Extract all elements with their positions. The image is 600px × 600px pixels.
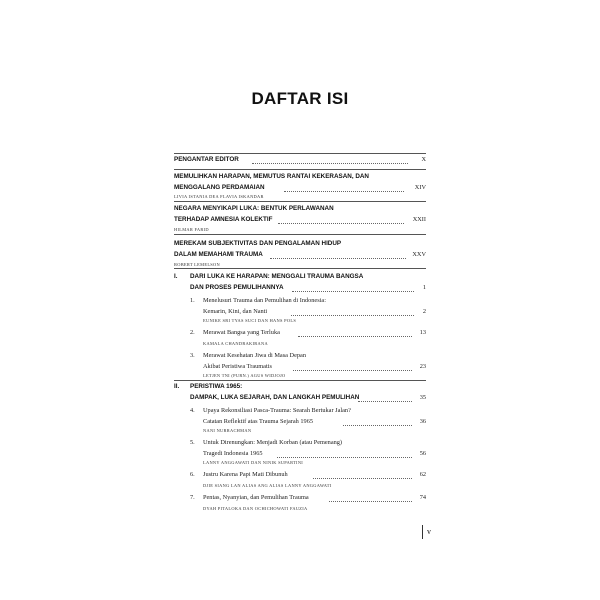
- toc-entry-title: DARI LUKA KE HARAPAN: MENGGALI TRAUMA BANGSA: [190, 273, 364, 280]
- toc-entry-memulihkan-harapan[interactable]: [174, 173, 426, 195]
- toc-entry-title: DALAM MEMAHAMI TRAUMA: [174, 251, 263, 258]
- toc-entry-title: NEGARA MENYIKAPI LUKA: BENTUK PERLAWANAN: [174, 205, 334, 212]
- page-number: 35: [419, 394, 426, 401]
- toc-part-2[interactable]: [190, 383, 426, 405]
- leader-dots: [278, 223, 404, 224]
- author-name: DYAH PITALOKA DAN OCHICHOWATI FAUZIA: [203, 506, 308, 511]
- toc-entry-title: TERHADAP AMNESIA KOLEKTIF: [174, 216, 273, 223]
- toc-chapter-2[interactable]: [203, 329, 426, 340]
- chapter-number: 6.: [190, 471, 195, 478]
- leader-dots: [291, 315, 414, 316]
- leader-dots: [270, 258, 406, 259]
- leader-dots: [284, 191, 404, 192]
- toc-entry-title: PERISTIWA 1965:: [190, 383, 243, 390]
- toc-entry-title: Justru Karena Papi Mati Dibunuh: [203, 471, 288, 478]
- page-number: 23: [419, 363, 426, 370]
- author-name: ROBERT LEMELSON: [174, 262, 220, 267]
- leader-dots: [293, 370, 412, 371]
- page-number: 2: [422, 308, 426, 315]
- chapter-number: 2.: [190, 329, 195, 336]
- page-number: X: [421, 156, 426, 163]
- toc-entry-title: Merawat Kesehatan Jiwa di Masa Depan: [203, 352, 306, 359]
- toc-entry-title: Merawat Bangsa yang Terluka: [203, 329, 280, 336]
- part-numeral: I.: [174, 273, 178, 280]
- divider: [174, 234, 426, 235]
- leader-dots: [313, 478, 412, 479]
- page-number: XXV: [412, 251, 426, 258]
- toc-chapter-6[interactable]: [203, 471, 426, 482]
- chapter-number: 4.: [190, 407, 195, 414]
- toc-entry-title: MEMULIHKAN HARAPAN, MEMUTUS RANTAI KEKERASAN, DAN: [174, 173, 369, 180]
- toc-entry-title: DAN PROSES PEMULIHANNYA: [190, 284, 284, 291]
- page-title: DAFTAR ISI: [251, 89, 349, 108]
- divider: [174, 153, 426, 154]
- author-name: HILMAR FARID: [174, 227, 209, 232]
- page-number-folio: v: [427, 527, 431, 536]
- toc-entry-merekam-subjektivitas[interactable]: [174, 240, 426, 262]
- toc-entry-title: Upaya Rekonsiliasi Pasca-Trauma: Searah Bertukar Jalan?: [203, 407, 351, 414]
- page-number: XXII: [412, 216, 426, 223]
- author-name: KAMALA CHANDRAKIRANA: [203, 341, 268, 346]
- part-numeral: II.: [174, 383, 180, 390]
- leader-dots: [329, 501, 412, 502]
- toc-entry-title: DAMPAK, LUKA SEJARAH, DAN LANGKAH PEMULIHAN: [190, 394, 360, 401]
- leader-dots: [358, 401, 412, 402]
- chapter-number: 7.: [190, 494, 195, 501]
- toc-chapter-4[interactable]: [203, 407, 426, 429]
- divider: [174, 380, 426, 381]
- page-number: XIV: [414, 184, 426, 191]
- toc-entry-title: Pentas, Nyanyian, dan Pemulihan Trauma: [203, 494, 309, 501]
- leader-dots: [292, 291, 414, 292]
- toc-entry-negara-menyikapi-luka[interactable]: [174, 205, 426, 227]
- page-number: 36: [419, 418, 426, 425]
- toc-chapter-7[interactable]: [203, 494, 426, 505]
- page-number: 1: [422, 284, 426, 291]
- toc-entry-pengantar-editor[interactable]: [174, 156, 426, 167]
- toc-entry-title: Tragedi Indonesia 1965: [203, 450, 263, 457]
- page-number: 56: [419, 450, 426, 457]
- author-name: EUNIKE SRI TYAS SUCI DAN HANS POLS: [203, 318, 297, 323]
- page-number: 62: [419, 471, 426, 478]
- toc-chapter-1[interactable]: [203, 297, 426, 319]
- author-name: DJIE SIANG LAN ALIAS ANG ALIAS LANNY ANGGAWATI: [203, 483, 332, 488]
- divider: [174, 169, 426, 170]
- toc-entry-title: Untuk Direnungkan: Menjadi Korban (atau Pemenang): [203, 439, 343, 446]
- toc-chapter-5[interactable]: [203, 439, 426, 461]
- toc-part-1[interactable]: [190, 273, 426, 295]
- divider: [174, 201, 426, 202]
- author-name: LANNY ANGGAWATI DAN NINIK SUPARTINI: [203, 460, 304, 465]
- page-number: 13: [419, 329, 426, 336]
- toc-entry-title: Akibat Peristiwa Traumatis: [203, 363, 272, 370]
- toc-entry-title: PENGANTAR EDITOR: [174, 156, 239, 163]
- toc-entry-title: MENGGALANG PERDAMAIAN: [174, 184, 265, 191]
- divider: [174, 268, 426, 269]
- leader-dots: [252, 163, 408, 164]
- folio-bar: [422, 525, 423, 539]
- toc-entry-title: Menelusuri Trauma dan Pemulihan di Indonesia:: [203, 297, 326, 304]
- leader-dots: [277, 457, 412, 458]
- chapter-number: 1.: [190, 297, 195, 304]
- author-name: LETJEN TNI (PURN.) AGUS WIDJOJO: [203, 373, 286, 378]
- leader-dots: [343, 425, 412, 426]
- toc-chapter-3[interactable]: [203, 352, 426, 374]
- leader-dots: [298, 336, 412, 337]
- author-name: NANI NURRACHMAN: [203, 428, 252, 433]
- toc-entry-title: Catatan Reflektif atas Trauma Sejarah 1965: [203, 418, 313, 425]
- page-number: 74: [419, 494, 426, 501]
- chapter-number: 5.: [190, 439, 195, 446]
- toc-entry-title: Kemarin, Kini, dan Nanti: [203, 308, 268, 315]
- toc-entry-title: MEREKAM SUBJEKTIVITAS DAN PENGALAMAN HIDUP: [174, 240, 342, 247]
- author-name: LIVIA ISTANIA DEA FLAVIA ISKANDAR: [174, 194, 264, 199]
- chapter-number: 3.: [190, 352, 195, 359]
